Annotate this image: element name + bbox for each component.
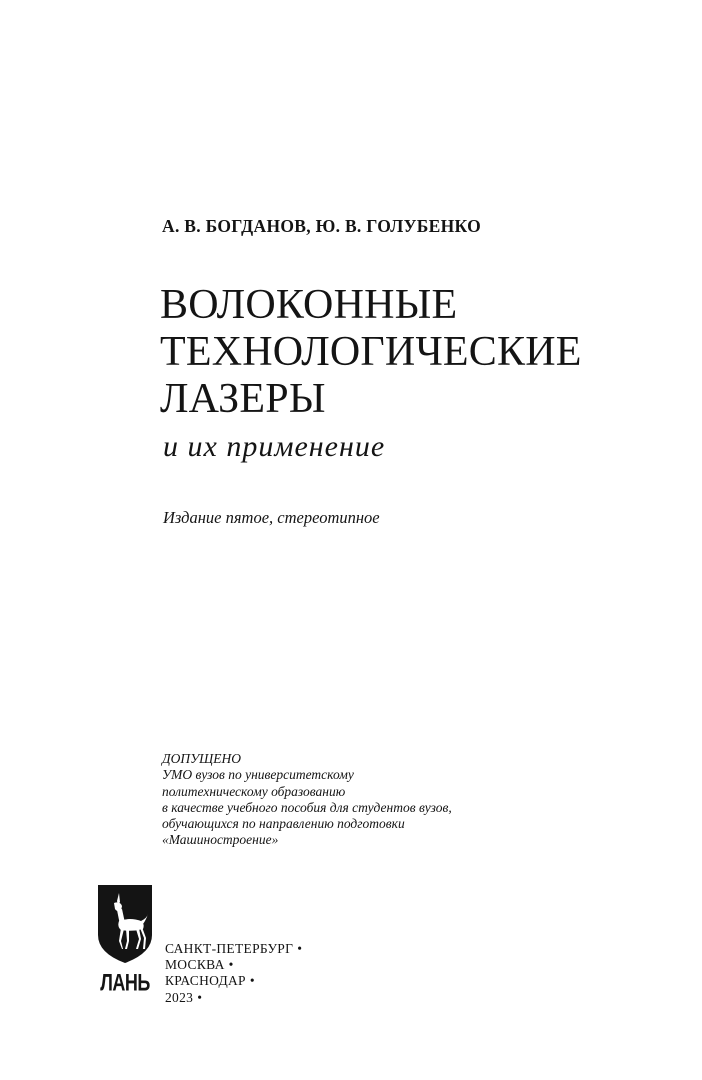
approval-line: ДОПУЩЕНО (162, 751, 241, 766)
publisher-logo (96, 883, 154, 995)
title-line: ВОЛОКОННЫЕ (160, 282, 458, 328)
authors: А. В. БОГДАНОВ, Ю. В. ГОЛУБЕНКО (162, 216, 482, 236)
title-line: ТЕХНОЛОГИЧЕСКИЕ (160, 329, 582, 375)
city-name: МОСКВА (165, 957, 225, 973)
separator-dot: • (249, 973, 255, 989)
logo-text: ЛАНЬ (100, 969, 150, 996)
book-subtitle: и их применение (163, 430, 386, 463)
city-name: КРАСНОДАР (165, 973, 246, 989)
city-line (165, 990, 302, 1006)
approval-stamp (162, 751, 452, 849)
separator-dot: • (197, 989, 203, 1005)
city-line (165, 973, 302, 989)
approval-line: политехническому образованию (162, 783, 346, 799)
title-line: ЛАЗЕРЫ (160, 376, 326, 422)
approval-line: в качестве учебного пособия для студентов вузов, (162, 799, 452, 815)
approval-line: обучающихся по направлению подготовки (162, 816, 405, 832)
city-name: САНКТ-ПЕТЕРБУРГ (165, 941, 294, 956)
book-title (160, 282, 582, 423)
separator-dot: • (228, 957, 234, 973)
publisher-cities (165, 941, 302, 1006)
publication-year: 2023 (165, 989, 194, 1005)
edition-note: Издание пятое, стереотипное (163, 508, 380, 527)
approval-line: «Машиностроение» (162, 832, 279, 848)
city-line (165, 957, 302, 973)
approval-line: УМО вузов по университетскому (162, 767, 354, 783)
separator-dot: • (297, 941, 303, 956)
city-line (165, 941, 302, 957)
